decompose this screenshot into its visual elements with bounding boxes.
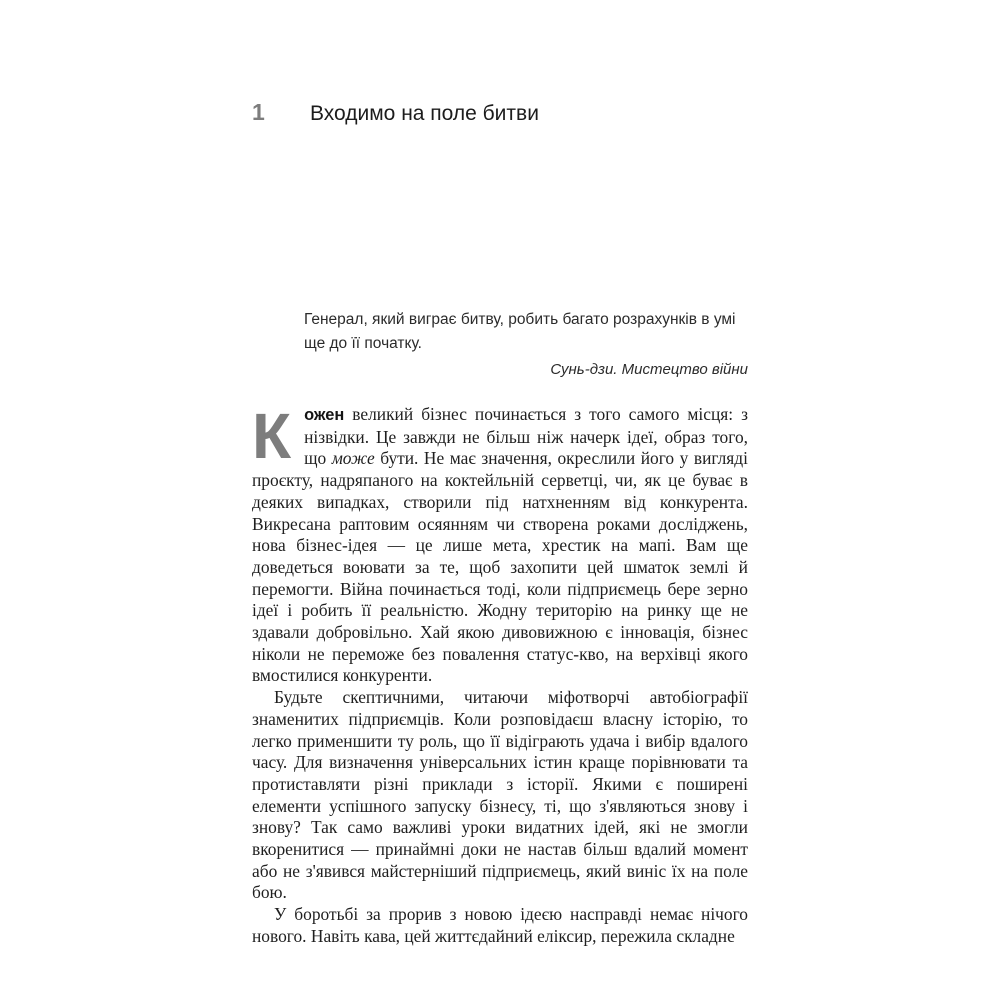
chapter-title: Входимо на поле битви xyxy=(310,102,539,125)
chapter-header xyxy=(252,99,748,126)
paragraph-1-text-continued: бути. Не має значення, окреслили його у вигляді проєкту, надряпаного на коктейльній серветці, чи, як це буває в деяких випадках, створили під натхненням від конкурента. Викресана раптовим осяянням чи створена роками досліджень, нова бізнес-ідея — це лише мета, хрестик на мапі. Вам ще доведеться воювати за те, щоб захопити цей шматок землі й перемогти. Війна починається тоді, коли підприємець бере зерно ідеї і робить її реальністю. Жодну територію на ринку ще не здавали добровільно. Хай якою дивовижною є інновація, бізнес ніколи не переможе без повалення статус-кво, на верхівці якого вмостилися конкуренти. xyxy=(252,448,748,686)
paragraph-3: У боротьбі за прорив з новою ідеєю насправді немає нічого нового. Навіть кава, цей життєдайний еліксир, пережила складне xyxy=(252,904,748,946)
paragraph-2: Будьте скептичними, читаючи міфотворчі автобіографії знаменитих підприємців. Коли розповідаєш власну історію, то легко применшити ту роль, що її відіграють удача і вибір вдалого часу. Для визначення універсальних істин краще порівнювати та протиставляти різні приклади з історії. Якими є поширені елементи успішного запуску бізнесу, ті, що з'являються знову і знову? Так само важливі уроки видатних ідей, які не змогли вкоренитися — принаймні доки не настав більш вдалий момент або не з'явився майстерніший підприємець, який виніс їх на поле бою. xyxy=(252,687,748,903)
dropcap-letter: К xyxy=(252,400,292,472)
epigraph-text: Генерал, який виграє битву, робить багато розрахунків в умі ще до її початку. xyxy=(304,311,736,352)
body-text xyxy=(252,400,748,948)
epigraph xyxy=(304,308,748,382)
epigraph-attribution: Сунь-дзи. Мистецтво війни xyxy=(550,361,748,378)
paragraph-1 xyxy=(252,400,748,687)
paragraph-1-text: великий бізнес починається з того самого місця: з нізвідки. Це завжди не більш ніж начерк ідеї, образ того, що xyxy=(304,404,748,469)
chapter-number: 1 xyxy=(252,99,266,125)
paragraph-1-italic-word: може xyxy=(331,448,375,469)
paragraph-1-lead-word: ожен xyxy=(304,406,345,424)
